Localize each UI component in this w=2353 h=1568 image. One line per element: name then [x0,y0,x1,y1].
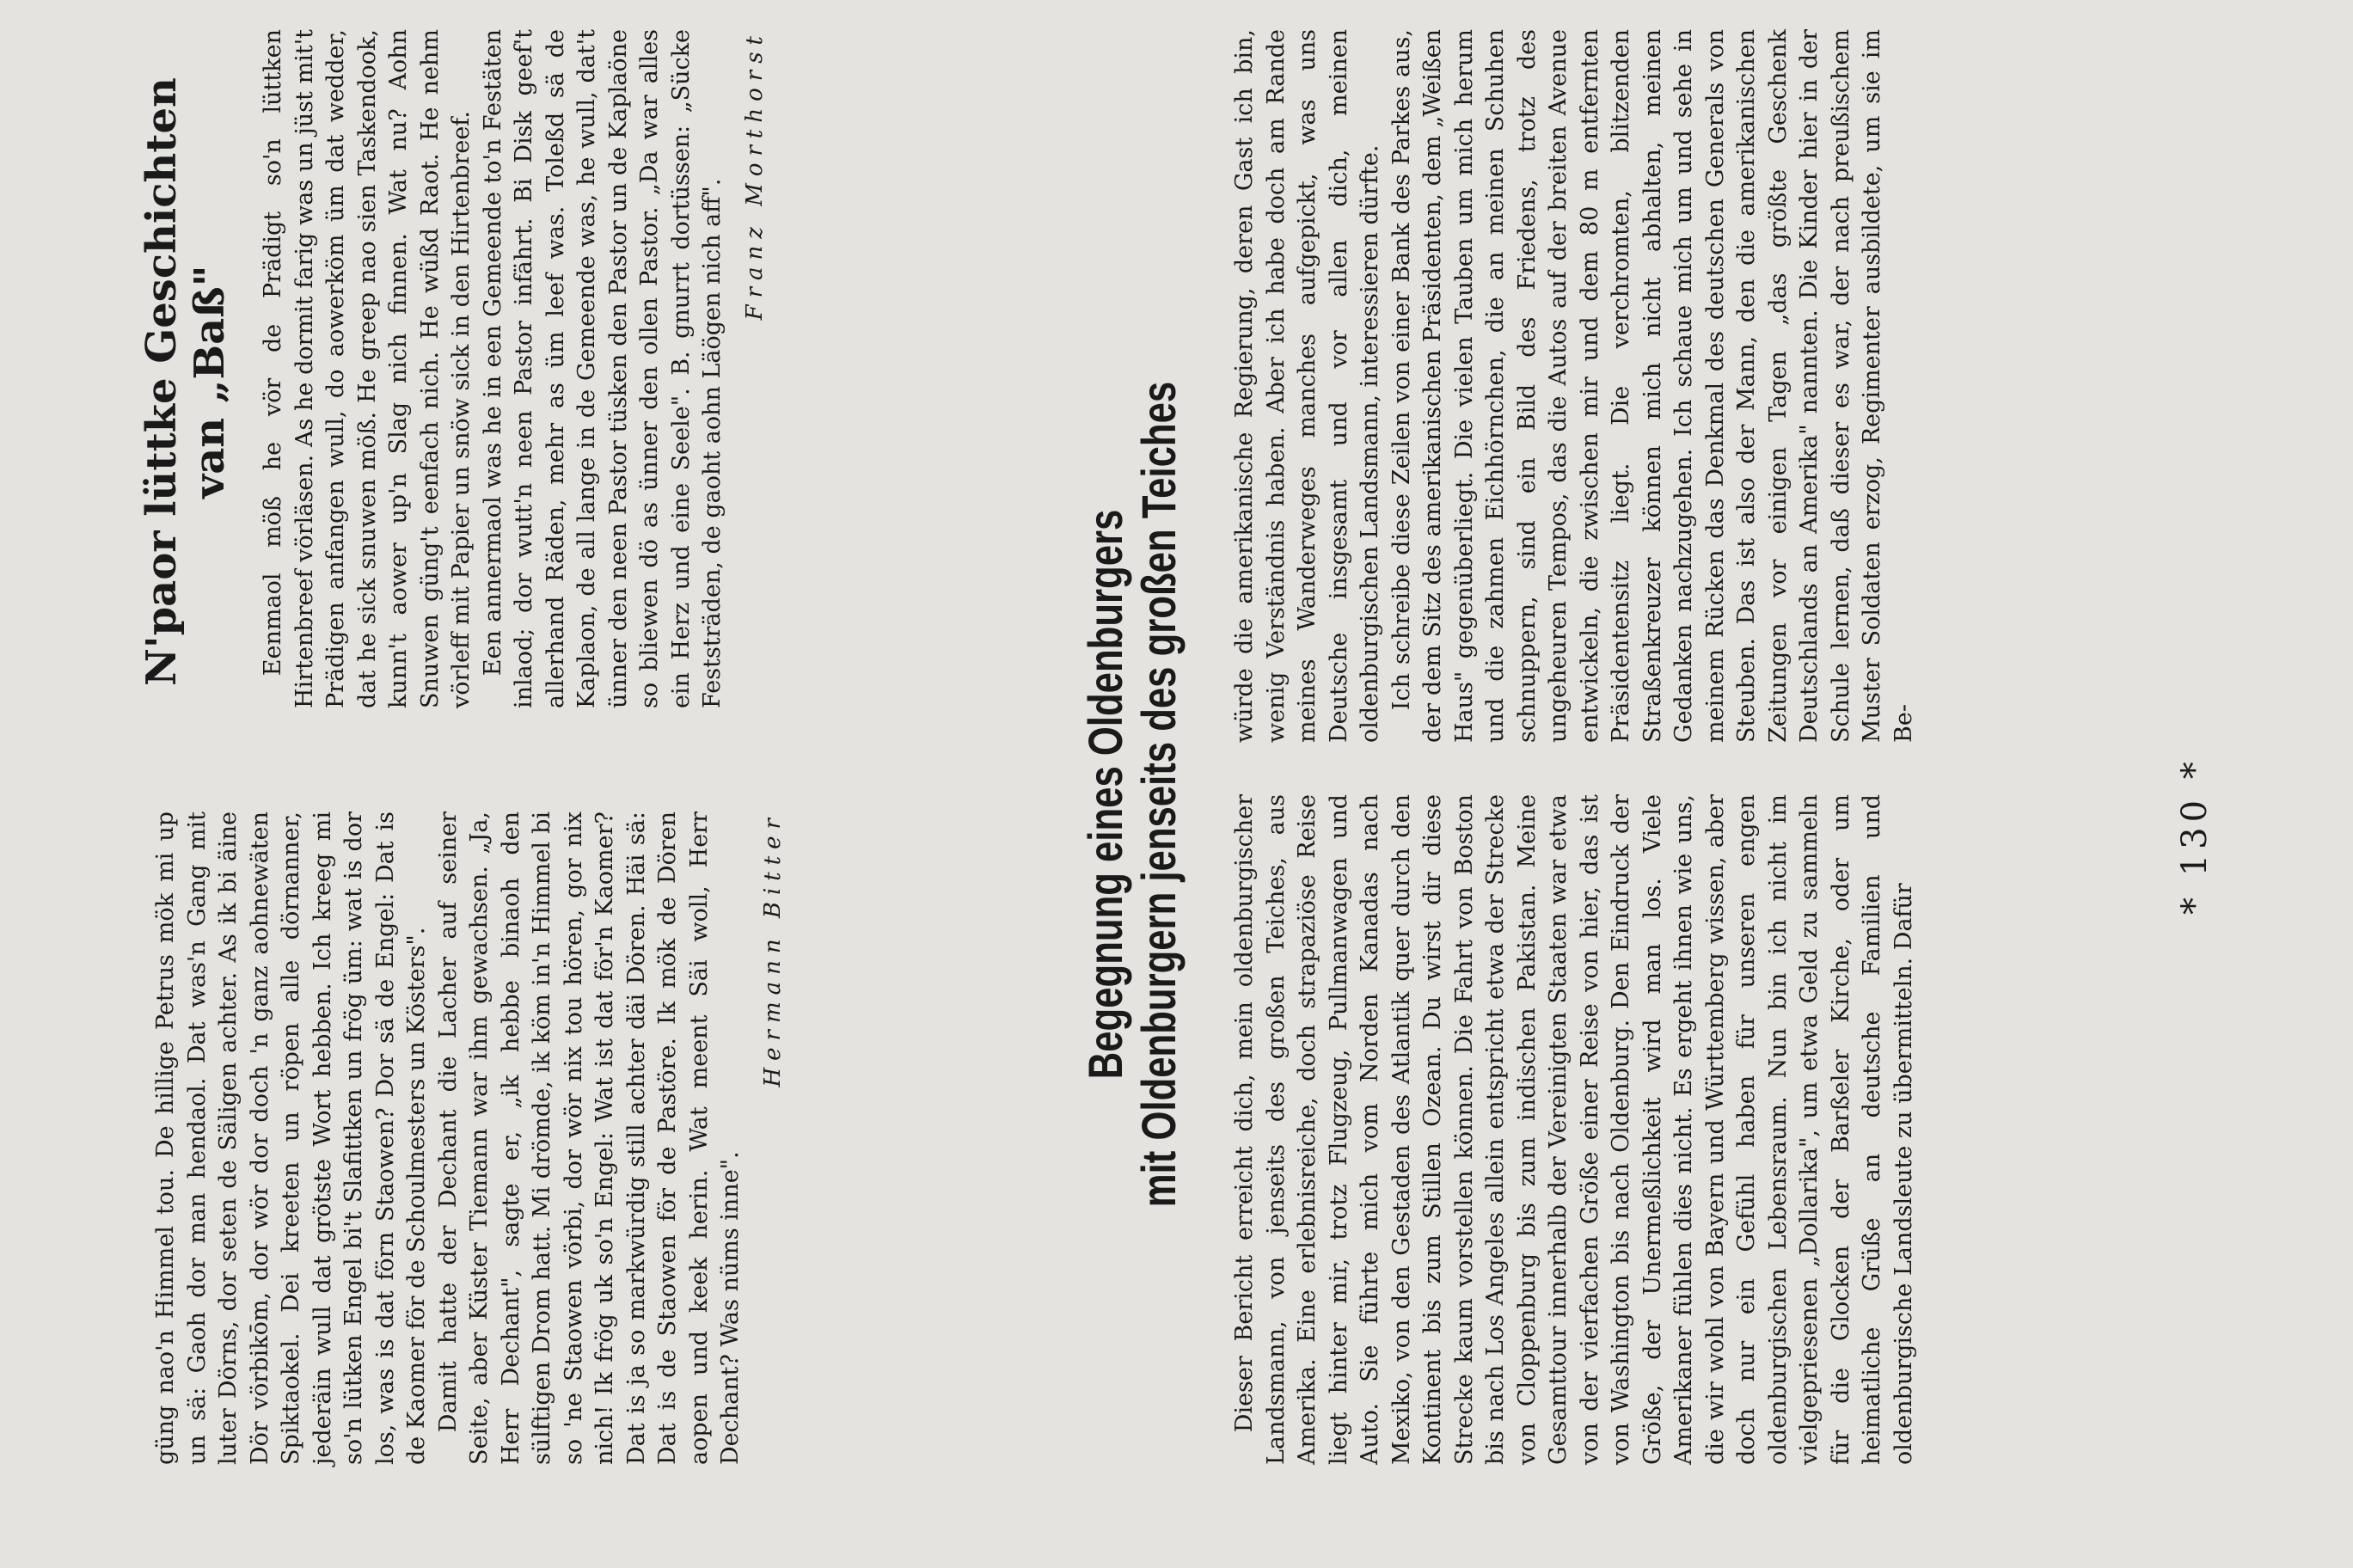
article-column-1 [1229,794,1920,1465]
story-morthorst-paragraph-2: Een annermaol was he in een Gemeende to'n Festäten inlaod; dor wutt'n neen Pastor infährt. Bi Disk geef't allerhand Räden, mehr as üm leef was. Toleßd sä de Kaplaon, de all lange in de Gemeende was, he wull, dat't ünner den neen Pastor tüsken den Pastor un de Kaplaöne so bliewen dö as ünner den ollen Pastor. „Da war alles ein Herz und eine Seele". B. gnurrt dortüssen: „Sücke Feststräden, de gaoht aohn Läögen nich aff". [479,29,726,708]
article-col2-paragraph-1: würde die amerikanische Regierung, deren Gast ich bin, wenig Verständnis haben. Aber ich habe doch am Rande meines Wanderweges manches aufgepickt, was uns Deutsche insgesamt und vor allen dich, meinen oldenburgischen Landsmann, interessieren dürfte. [1231,29,1383,743]
article-column-2 [1229,29,1920,743]
story-bitter-paragraph-1: güng nao'n Himmel tou. De hillige Petrus mök mi up un sä: Gaoh dor man hendaol. Dat was'n Gang mit luter Dörns, dor seten de Säligen achter. As ik bi äine Dör vörbikōm, dor wör dor doch 'n ganz aohnewäten Spiktaokel. Dei kreeten un röpen alle dörnanner, jederäin wull dat grötste Wort hebben. Ich kreeg mi so'n lütken Engel bi't Slafittken un frög üm: wat is dor los, was is dat förn Staowen? Dor sä de Engel: Dat is de Kaomer för de Schoulmesters un Kösters". [152,812,430,1465]
article-headline [1079,124,1186,1465]
story-bitter-column [150,812,788,1465]
story-morthorst-paragraph-1: Eenmaol möß he vör de Prädigt so'n lüttken Hirtenbreef vörläsen. As he dormit farig was un jüst mit't Prädigen anfangen wull, do aowerköm üm dat wedder, dat he sick snuwen möß. He greep nao sien Taskendook, kunn't aower up'n Slag nich finnen. Wat nu? Aohn Snuwen güng't eenfach nich. He wüßd Raot. He nehm vörleff mit Papier un snöw sick in den Hirtenbreef. [260,29,475,708]
article-col2-paragraph-2: Ich schreibe diese Zeilen von einer Bank des Parkes aus, der dem Sitz des amerikanischen Präsidenten, dem „Weißen Haus" gegenüberliegt. Die vielen Tauben um mich herum und die zahmen Eichhörnchen, die an meinen Schuhen schnuppern, sind ein Bild des Friedens, trotz des ungeheuren Tempos, das die Autos auf der breiten Avenue entwickeln, die zwischen mir und dem 80 m entfernten Präsidentensitz liegt. Die verchromten, blitzenden Straßenkreuzer können mich nicht abhalten, meinen Gedanken nachzugehen. Ich schaue mich um und sehe in meinem Rücken das Denkmal des deutschen Generals von Steuben. Das ist also der Mann, den die amerikanischen Zeitungen vor einigen Tagen „das größte Geschenk Deutschlands an Amerika" nannten. Die Kinder hier in der Schule lernen, daß dieser es war, der nach preußischem Muster Soldaten erzog, Regimenter ausbildete, um sie im Be- [1388,29,1917,743]
headline-line-2: mit Oldenburgern jenseits des großen Teiches [1131,381,1186,1208]
page-number: * 130 * [2175,756,2215,915]
signature-bitter: Hermann Bitter [759,812,786,1087]
headline-line-1: Begegnung eines Oldenburgers [1078,509,1132,1080]
article-col1-paragraph-1: Dieser Bericht erreicht dich, mein oldenburgischer Landsmann, von jenseits des großen Teiches, aus Amerika. Eine erlebnisreiche, doch strapaziöse Reise liegt hinter mir, trotz Flugzeug, Pullmanwagen und Auto. Sie führte mich vom Norden Kanadas nach Mexiko, von den Gestaden des Atlantik quer durch den Kontinent bis zum Stillen Ozean. Du wirst dir diese Strecke kaum vorstellen können. Die Fahrt von Boston bis nach Los Angeles allein entspricht etwa der Strecke von Cloppenburg bis zum indischen Pakistan. Meine Gesamttour innerhalb der Vereinigten Staaten war etwa von der vierfachen Größe einer Reise von hier, das ist von Washington bis nach Oldenburg. Den Eindruck der Größe, der Unermeßlichkeit wird man los. Viele Amerikaner fühlen dies nicht. Es ergeht ihnen wie uns, die wir wohl von Bayern und Württemberg wissen, aber doch nur ein Gefühl haben für unseren engen oldenburgischen Lebensraum. Nun bin ich nicht im vielgepriesenen „Dollarika", um etwa Geld zu sammeln für die Glocken der Barßeler Kirche, oder um heimatliche Grüße an deutsche Familien und oldenburgische Landsleute zu übermitteln. Dafür [1231,794,1917,1465]
signature-morthorst: Franz Morthorst [741,29,768,321]
story-bitter-paragraph-2: Damit hatte der Dechant die Lacher auf seiner Seite, aber Küster Tiemann war ihm gewachsen. „Ja, Herr Dechant", sagte er, „ik hebbe binaoh den sülftigen Drom hatt. Mi drömde, ik köm in'n Himmel bi so 'ne Staowen vörbi, dor wör nix tou hören, gor nix nich! Ik frög uk so'n Engel: Wat ist dat för'n Kaomer? Dat is ja so markwürdig still achter däi Dören. Häi sä: Dat is de Staowen för de Pastöre. Ik mök de Dören aopen und keek herin. Wat meent Säi woll, Herr Dechant? Was nüms inne". [434,812,744,1465]
story-morthorst-title: N'paor lüttke Geschichten van „Baß" [138,77,234,686]
story-morthorst-column [258,29,770,708]
